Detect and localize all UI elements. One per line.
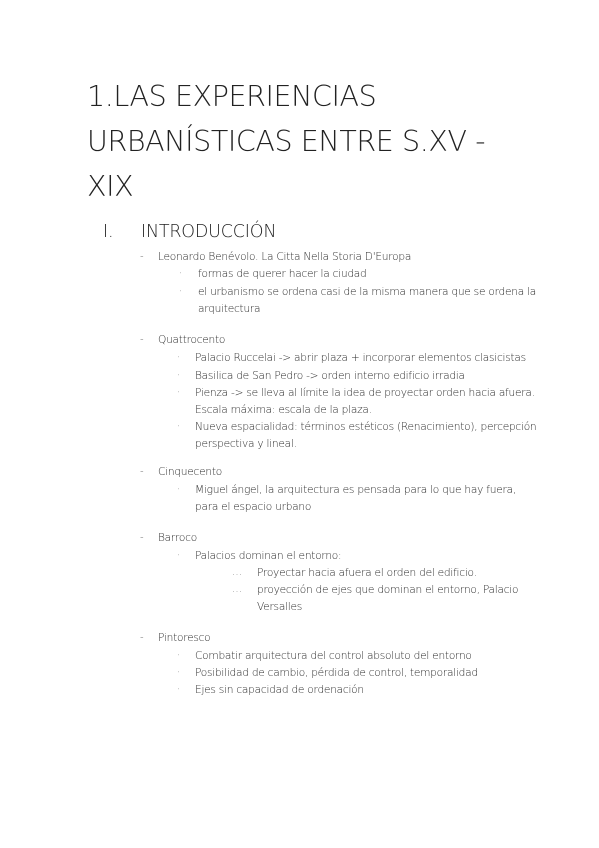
intro-heading: Leonardo Benévolo. La Citta Nella Storia D'Europa xyxy=(158,251,412,263)
list-item: el urbanismo se ordena casi de la misma manera que se ordena la xyxy=(198,286,536,298)
section-heading xyxy=(103,222,276,242)
list-item: Escala máxima: escala de la plaza. xyxy=(195,404,372,416)
quattrocento-heading: Quattrocento xyxy=(158,334,226,346)
list-item: Combatir arquitectura del control absoluto del entorno xyxy=(195,650,472,662)
ellipsis-bullet: … xyxy=(232,584,242,595)
list-item: formas de querer hacer la ciudad xyxy=(198,268,367,280)
dash-bullet: - xyxy=(140,466,144,477)
list-item: Palacios dominan el entorno: xyxy=(195,550,342,562)
list-item: Versalles xyxy=(257,601,302,613)
list-item: perspectiva y lineal. xyxy=(195,438,297,450)
ellipsis-bullet: … xyxy=(232,567,242,578)
list-item: Miguel ángel, la arquitectura es pensada para lo que hay fuera, xyxy=(195,484,516,496)
list-item: proyección de ejes que dominan el entorno, Palacio xyxy=(257,584,519,596)
dot-bullet: · xyxy=(179,268,183,279)
section-label: INTRODUCCIÓN xyxy=(141,222,277,242)
list-item: Posibilidad de cambio, pérdida de control, temporalidad xyxy=(195,667,478,679)
dot-bullet: · xyxy=(177,484,181,495)
cinquecento-heading: Cinquecento xyxy=(158,466,222,478)
dot-bullet: · xyxy=(179,286,183,297)
dot-bullet: · xyxy=(177,421,181,432)
dot-bullet: · xyxy=(177,550,181,561)
list-item: Ejes sin capacidad de ordenación xyxy=(195,684,364,696)
list-item: arquitectura xyxy=(198,303,261,315)
dash-bullet: - xyxy=(140,334,144,345)
list-item: Basilica de San Pedro -> orden interno edificio irradia xyxy=(195,370,465,382)
dot-bullet: · xyxy=(177,667,181,678)
section-number: I. xyxy=(103,222,114,242)
list-item: Proyectar hacia afuera el orden del edificio. xyxy=(257,567,477,579)
barroco-heading: Barroco xyxy=(158,532,197,544)
dot-bullet: · xyxy=(177,387,181,398)
list-item: Palacio Ruccelai -> abrir plaza + incorporar elementos clasicistas xyxy=(195,352,526,364)
dash-bullet: - xyxy=(140,532,144,543)
dot-bullet: · xyxy=(177,370,181,381)
dash-bullet: - xyxy=(140,632,144,643)
dot-bullet: · xyxy=(177,650,181,661)
dot-bullet: · xyxy=(177,684,181,695)
dash-bullet: - xyxy=(140,251,144,262)
list-item: Nueva espacialidad: términos estéticos (Renacimiento), percepción xyxy=(195,421,537,433)
dot-bullet: · xyxy=(177,352,181,363)
page-title: 1.LAS EXPERIENCIAS URBANÍSTICAS ENTRE S.XV - XIX xyxy=(87,80,486,203)
list-item: para el espacio urbano xyxy=(195,501,312,513)
pintoresco-heading: Pintoresco xyxy=(158,632,211,644)
list-item: Pienza -> se lleva al límite la idea de proyectar orden hacia afuera. xyxy=(195,387,535,399)
